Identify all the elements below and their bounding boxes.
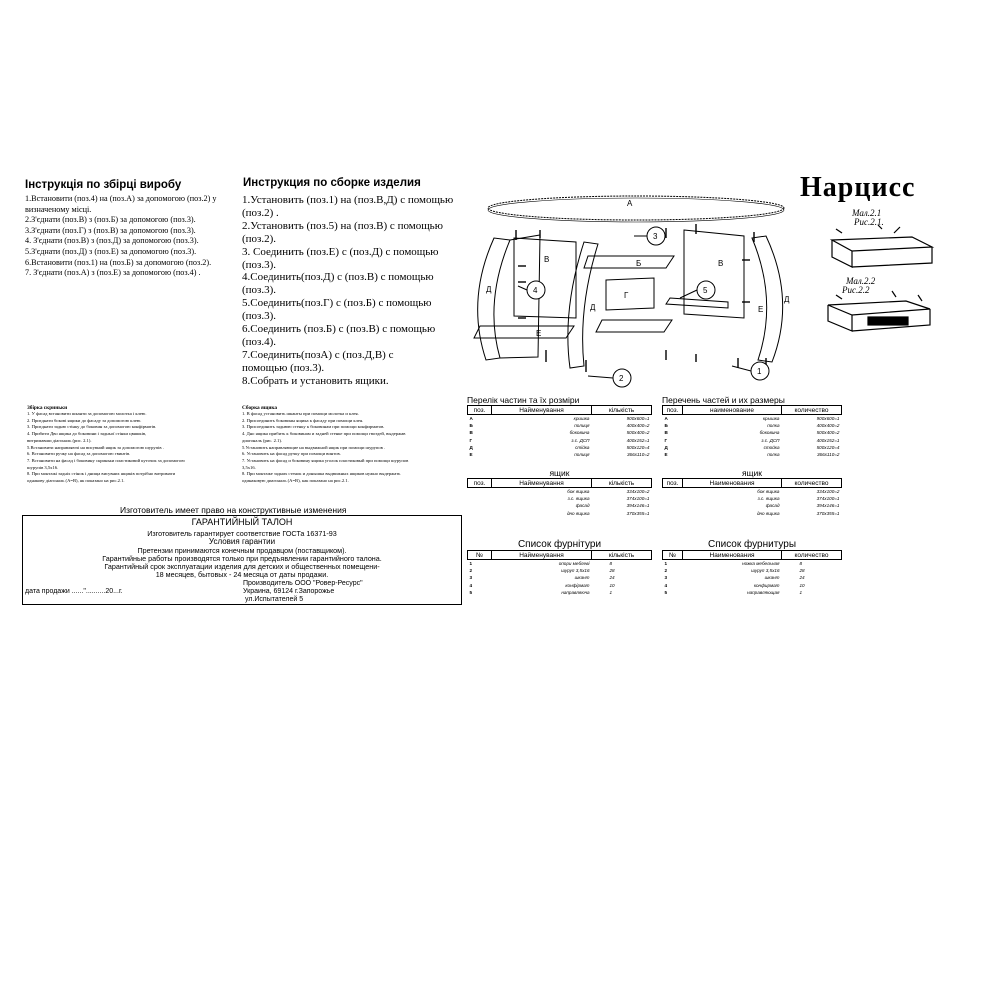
part-shelf-b [584,256,674,268]
table-cell: 24 [609,575,615,581]
table-row [663,510,842,517]
table-row [468,429,652,436]
label-b: Б [636,259,642,268]
table-cell: 10 [609,582,615,588]
drawer-title-ru: ящик [741,468,763,478]
drawer-step-ru: 4. Дно ящика прибить к боковинам и задней стенке при помощи гвоздей, выдержав [242,431,406,437]
instructions-title-ru: Инструкция по сборке изделия [243,177,421,189]
table-cell: 1 [469,561,473,567]
drawer-step-ua: 7. Встановити на фасад і боковину скриньки пластиковий куточок за допомогою [27,457,185,463]
part-left-side [478,238,510,360]
table-cell: з.с. ДСП [761,437,780,443]
drawer-step-ua: 6. Встановити ручку на фасад за допомогою гвинтів. [27,451,131,457]
table-row [663,451,842,458]
address-line: Украина, 69124 г.Запорожье [243,588,335,595]
table-cell: 4 [469,582,473,588]
label-d: Д [784,295,790,304]
address-line: ул.Испытателей 5 [245,596,304,603]
drawer-box [832,237,932,251]
step-ru: (поз.3). [242,258,277,271]
table-row [663,560,842,568]
step-ru: (поз.3). [242,284,277,297]
label-a: А [627,199,633,208]
callout-label: 1 [757,367,762,376]
table-row [663,582,842,589]
col-header: Найменування [492,406,592,415]
drawer-assembly-ru [242,405,457,485]
table-cell: 400х152=1 [626,437,650,443]
table-row [468,415,652,423]
table-cell: 3 [664,575,668,581]
drawer-step-ru: 3. Присоединить заднюю стенку к боковинам при помощи конфирматов. [242,424,385,430]
table-row [468,589,652,596]
table-cell: направляющая [747,589,780,595]
part-side-v [514,238,576,318]
table-cell: ножка мебельная [742,561,780,567]
label-e: Е [758,305,764,314]
drawer-step-ru: 1. В фасад установить шканты при помощи молотка и клея. [242,411,359,416]
table-cell: дно ящика [566,510,590,516]
label-d: Д [486,285,492,294]
step-ua: 4. З'єднати (поз.В) з (поз.Д) за допомогою (поз.3). [25,236,199,246]
table-row [663,589,842,596]
step-ru: 6.Соединить (поз.Б) с (поз.В) с помощью [242,323,436,336]
drawer-box-front [832,240,852,267]
label-v: В [544,255,550,264]
table-row [468,560,652,568]
table-cell: 8 [609,561,613,567]
table-cell: 366х110=2 [626,452,650,458]
table-row [663,488,842,496]
drawer-table-ru [662,468,842,517]
table-cell: направляюча [561,589,590,595]
table-row [663,415,842,423]
guarantee-line: Претензии принимаются конечным продавцом (поставщиком). [137,546,347,555]
table-cell: 1 [664,561,668,567]
hardware-table-ua [467,539,652,596]
table-cell: конфирмат [753,582,780,588]
part-back-g [606,278,654,310]
table-row [468,444,652,451]
table-cell: 500х120=4 [816,444,840,450]
part-rail [666,298,728,308]
col-header: № [468,551,492,560]
table-cell: стійка [575,444,590,450]
table-row [468,422,652,429]
drawer-table-ua [467,468,652,517]
table-cell: бок ящика [757,489,780,495]
drawer-step-ru: 7. Установить на фасад и боковину ящика уголок пластиковый при помощи шурупов [242,457,409,463]
table-row [663,429,842,436]
drawer-step-ru: 5.Установить направляющие на выдвижной ящик при помощи шурупов . [242,444,386,450]
parts-table-ru [662,395,842,458]
drawer-assembled-front [828,305,852,331]
table-cell: 2 [469,568,473,574]
table-cell: Г [469,437,473,443]
table-row [663,495,842,502]
table-row [468,567,652,574]
step-ru: 7.Соединить(позА) с (поз.Д,В) с [242,348,394,361]
drawer-step-ua: шурупів 3,5х16. [27,464,59,470]
table-cell: 400х400=2 [626,423,650,429]
table-cell: В [469,430,473,436]
label-v: В [718,259,724,268]
col-header: Найменування [492,479,592,488]
table-cell: В [664,430,668,436]
table-cell: Е [664,452,668,458]
col-header: количество [782,479,842,488]
step-ru: помощью (поз.3). [242,361,325,374]
step-ru: 5.Соединить(поз.Г) с (поз.Б) с помощью [242,297,432,310]
table-cell: конфірмат [565,582,590,588]
table-row [468,488,652,496]
step-ua: 5.З'єднати (поз.Д) з (поз.Е) за допомогою (поз.3). [25,246,197,256]
table-cell [663,495,683,502]
table-cell: з.с. ящика [567,496,590,502]
step-ua: 7. З'єднати (поз.А) з (поз.Е) за допомогою (поз.4) . [25,268,201,278]
drawer-figures [822,225,942,345]
part-shelf-lower [596,320,672,332]
col-header: поз. [663,406,683,415]
step-ua: 6.Встановити (поз.1) на (поз.Б) за допомогою (поз.2). [25,257,212,267]
hardware-title-ua: Список фурнітури [517,539,602,550]
drawer-step-ua: 1. У фасад встановити шканти за допомогою молотка і клею. [27,411,147,416]
table-cell: фасад [765,503,780,509]
manufacturer: Производитель ООО "Ровер-Ресурс" [243,580,363,587]
table-cell: з.с. ящика [757,496,780,502]
table-cell: полка [767,423,780,429]
guarantee-line: 18 месяцев, бытовых - 24 месяца от даты продажи. [155,570,329,579]
table-cell: 374х100=1 [626,496,650,502]
drawer-step-ru: 2. Присоединить боковины ящика к фасаду при помощи клея. [242,417,364,423]
table-cell: шуруп 3,5х16 [751,568,780,574]
table-cell: 3 [469,575,473,581]
drawer-step-ua: 8. При монтажі задніх стінок і днища висувних ящиків потрібно витримати [27,471,176,477]
table-cell: А [469,416,473,422]
table-cell: полка [767,452,780,458]
table-cell: 370х355=1 [816,510,840,516]
step-ru: (поз.2). [242,232,277,245]
callout-label: 5 [703,286,708,295]
parts-title-ru: Перечень частей и их размеры [662,395,785,405]
table-cell: кришка [573,416,590,422]
drawer-step-ru: 3,5х16. [242,464,256,470]
table-cell: 5 [664,589,668,595]
step-ru: 8.Собрать и установить ящики. [242,374,389,387]
table-cell: полиця [574,423,590,429]
fig-caption: Мал.2.1 [852,208,882,218]
exploded-diagram [466,190,796,390]
manufacturer-note: Изготовитель имеет право на конструктивные изменения [120,505,347,515]
drawer-assembly-ua [27,405,237,485]
table-cell: бок ящика [567,489,590,495]
table-cell: фасад [575,503,590,509]
step-ua: 2.З'єднати (поз.В) з (поз.Б) за допомогою (поз.3). [25,215,196,225]
drawer-step-ru: одинаковую диагональ (А=В), как показано на рис.2.1. [242,478,349,484]
col-header: Найменування [492,551,592,560]
table-cell: Б [664,423,668,429]
table-cell: 28 [799,568,805,574]
label-d: Д [590,303,596,312]
parts-table-ua [467,395,652,458]
table-row [663,502,842,509]
table-row [663,567,842,574]
col-header: количество [782,406,842,415]
table-row [663,437,842,444]
fig-caption: Рис.2.1. [854,217,884,227]
table-cell: А [664,416,668,422]
part-top [488,196,784,220]
table-row [663,574,842,581]
col-header: наименование [683,406,782,415]
step-ua: визначеному місці. [25,204,92,214]
step-ua: 3.З'єднати (поз.Г) з (поз.В) за допомогою (поз.3). [25,225,196,235]
table-row [468,574,652,581]
step-ru: (поз.3). [242,310,277,323]
brand-title: Нарцисс [800,172,916,203]
callout-label: 3 [653,232,658,241]
table-cell: 500х120=4 [626,444,650,450]
table-cell: 370х355=1 [626,510,650,516]
table-cell: 400х400=2 [816,423,840,429]
table-cell: дно ящика [756,510,780,516]
step-ru: (поз.4). [242,335,277,348]
table-row [663,444,842,451]
step-ru: 4.Соединить(поз.Д) с (поз.В) с помощью [242,271,434,284]
col-header: поз. [663,479,683,488]
table-cell: 28 [609,568,615,574]
drawer-step-ua: однакову діагональ (А=В), як показано на рис.2.1. [27,478,125,484]
col-header: поз. [468,406,492,415]
step-ru: 1.Установить (поз.1) на (поз.В,Д) с помощью [242,194,454,206]
drawer-assembly-title-ru: Сборка ящика [242,405,278,411]
drawer-step-ua: 2. Приєднати бокові ящики до фасаду за допомогою клею. [27,417,142,423]
table-cell: 8 [799,561,803,567]
table-cell: 334х100=2 [626,489,650,495]
table-cell: 334х100=2 [816,489,840,495]
table-cell [468,495,492,502]
table-row [468,437,652,444]
table-cell: стойка [763,444,780,450]
label-e: Е [536,329,542,338]
table-row [468,502,652,509]
table-cell: 500х400=2 [626,430,650,436]
drawer-assembled [828,301,930,315]
table-row [663,422,842,429]
step-ru: 3. Соединить (поз.Е) с (поз.Д) с помощью [242,245,439,258]
drawer-step-ru: 8. При монтаже задних стенок и донышка выдвижных ящиков нужно выдержать [242,471,401,477]
table-cell [663,502,683,509]
guarantee-gost: Изготовитель гарантирует соответствие ГОСТа 16371-93 [147,529,337,538]
table-cell [468,488,492,496]
table-cell: Г [664,437,668,443]
fig-caption: Рис.2.2 [842,285,870,295]
table-cell: Д [469,444,473,450]
table-cell: 5 [469,589,473,595]
table-cell: 394х146=1 [626,503,650,509]
part-side-v-right [684,230,744,318]
col-header: Наименования [683,479,782,488]
table-cell: 24 [799,575,805,581]
drawer-step-ru: 6. Установить на фасад ручку при помощи винтов. [242,451,341,457]
table-cell: шуруп 3,5х16 [561,568,590,574]
fig-caption: Мал.2.2 [846,276,876,286]
table-cell: полиця [574,452,590,458]
instructions-title-ua: Інструкція по збірці виробу [25,179,182,191]
col-header: количество [782,551,842,560]
table-cell [663,510,683,517]
table-cell: боковина [759,430,780,436]
col-header: кількість [592,479,652,488]
part-shelf-e [474,326,574,338]
col-header: кількість [592,406,652,415]
instructions-list-ru [242,194,457,388]
table-cell: боковина [569,430,590,436]
guarantee-title: ГАРАНТИЙНЫЙ ТАЛОН [191,517,293,527]
drawer-step-ua: 5.Встановити направляючі на висувний ящик за допомогою шурупів . [27,444,164,450]
callout-label: 4 [533,286,538,295]
table-cell [468,502,492,509]
table-cell: 500х400=2 [816,430,840,436]
table-cell: 366х110=2 [816,452,840,458]
hardware-table-ru [662,539,842,596]
callout-label: 2 [619,374,624,383]
drawer-step-ua: 4. Прибити Дво ящика до боковини і задньої стінки цвяшків, [27,431,147,437]
label-g: Г [624,291,629,300]
col-header: № [663,551,683,560]
table-cell: Д [664,444,668,450]
guarantee-line: Гарантийные работы производятся только при предъявлении гарантийного талона. [102,554,382,563]
table-cell: 400х152=1 [816,437,840,443]
part-right-side [752,236,783,362]
table-cell [663,488,683,496]
table-cell: 394х146=1 [816,503,840,509]
table-row [468,451,652,458]
hardware-title-ru: Список фурнитуры [707,539,797,550]
table-cell: 1 [609,589,613,595]
table-cell: Б [469,423,473,429]
step-ua: 1.Встановити (поз.4) на (поз.А) за допомогою (поз.2) у [25,194,217,203]
table-cell: 374х100=1 [816,496,840,502]
table-cell: шкант [764,575,780,581]
guarantee-line: Гарантийный срок эксплуатации изделия для детских и общественных помещени- [104,562,380,571]
drawer-step-ua: витримавши діагональ (рис. 2.1). [27,437,92,443]
sale-date: дата продажи ......"..........20...г. [25,588,123,595]
table-row [468,510,652,517]
table-cell [468,510,492,517]
table-row [468,495,652,502]
table-cell: 900х600=1 [626,416,650,422]
instructions-list-ua [25,194,240,279]
drawer-step-ru: диагональ (рис. 2.1). [242,437,283,443]
table-cell: 10 [799,582,805,588]
guarantee-card [22,515,462,605]
table-row [468,582,652,589]
table-cell: крышка [762,416,780,422]
table-cell: 900х600=1 [816,416,840,422]
table-cell: 4 [664,582,668,588]
step-ru: 2.Установить (поз.5) на (поз.В) с помощью [242,219,443,232]
table-cell: Е [469,452,473,458]
guarantee-conditions-title: Условия гарантии [208,537,276,546]
table-cell: 2 [664,568,668,574]
table-cell: опори меблеві [558,561,590,567]
drawer-step-ua: 3. Приєднати задню стінку до боковин за допомогою конфірматів. [27,424,157,430]
table-cell: шкант [574,575,590,581]
col-header: Наименования [683,551,782,560]
drawer-title-ua: ящик [549,468,570,478]
table-cell: з.с. ДСП [571,437,590,443]
table-cell: 1 [799,589,803,595]
parts-title-ua: Перелік частин та їх розміри [467,395,580,405]
drawer-assembly-title-ua: Збірка скриньки [27,405,68,411]
step-ru: (поз.2) . [242,206,279,219]
col-header: поз. [468,479,492,488]
col-header: кількість [592,551,652,560]
